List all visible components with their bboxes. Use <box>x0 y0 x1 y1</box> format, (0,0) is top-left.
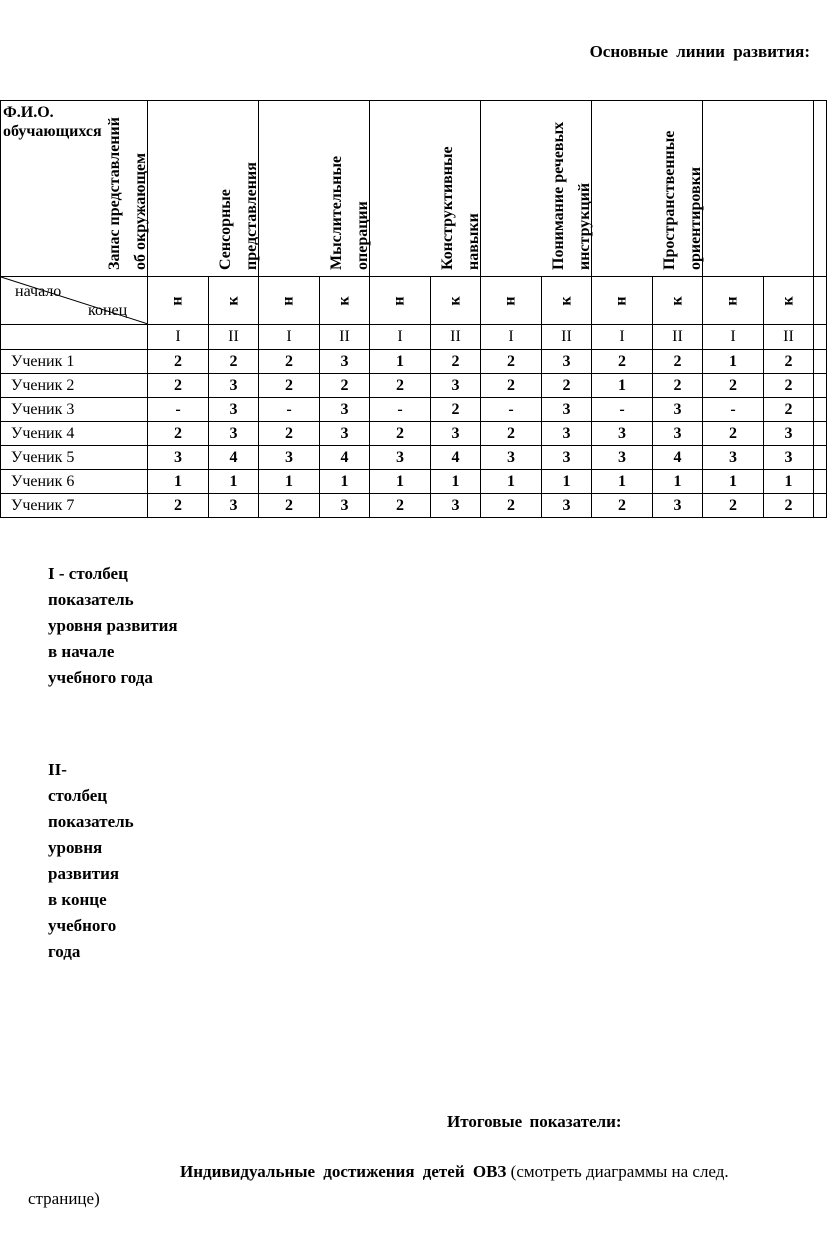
student-name: Ученик 7 <box>1 494 148 518</box>
k-text: к <box>668 295 686 306</box>
score-cell: 3 <box>703 446 764 470</box>
k-text: к <box>224 295 242 306</box>
category-label: Мыслительные операции <box>328 155 371 270</box>
student-row <box>1 350 827 374</box>
score-cell: 3 <box>148 446 209 470</box>
student-row <box>1 470 827 494</box>
score-cell: 3 <box>764 446 814 470</box>
score-cell: - <box>370 398 431 422</box>
roman-2: II <box>653 325 703 350</box>
score-cell: 3 <box>320 350 370 374</box>
student-row <box>1 446 827 470</box>
score-cell: 3 <box>542 446 592 470</box>
roman-1: I <box>370 325 431 350</box>
score-cell: 1 <box>370 470 431 494</box>
empty-cell <box>814 398 827 422</box>
score-cell: 2 <box>148 422 209 446</box>
k-label <box>653 277 703 325</box>
score-cell: 1 <box>592 470 653 494</box>
score-cell: 2 <box>259 350 320 374</box>
k-label <box>320 277 370 325</box>
score-cell: 2 <box>481 494 542 518</box>
score-cell: 2 <box>542 374 592 398</box>
student-row <box>1 422 827 446</box>
score-cell: 2 <box>259 494 320 518</box>
score-cell: 4 <box>320 446 370 470</box>
score-cell: 1 <box>592 374 653 398</box>
score-cell: 3 <box>431 374 481 398</box>
score-cell: 3 <box>542 494 592 518</box>
score-cell: - <box>148 398 209 422</box>
score-cell: 3 <box>592 422 653 446</box>
k-label <box>542 277 592 325</box>
category-header <box>661 101 814 277</box>
score-cell: - <box>703 398 764 422</box>
diag-start-label: начало <box>15 283 62 300</box>
score-cell: 2 <box>148 374 209 398</box>
score-cell: 2 <box>653 350 703 374</box>
k-text: к <box>779 295 797 306</box>
header-row <box>1 101 827 277</box>
score-cell: 1 <box>481 470 542 494</box>
score-cell: 2 <box>481 374 542 398</box>
individual-note: (смотреть диаграммы на след. странице) <box>28 1162 729 1208</box>
score-cell: 3 <box>209 422 259 446</box>
score-cell: 1 <box>209 470 259 494</box>
score-cell: 2 <box>592 494 653 518</box>
totals-heading: Итоговые показатели: <box>447 1112 622 1131</box>
score-cell: 3 <box>542 398 592 422</box>
score-cell: 3 <box>209 374 259 398</box>
roman-1: I <box>481 325 542 350</box>
category-label: Конструктивные навыки <box>439 146 482 270</box>
score-cell: 1 <box>320 470 370 494</box>
n-label <box>370 277 431 325</box>
score-cell: 3 <box>653 422 703 446</box>
score-cell: 3 <box>653 398 703 422</box>
score-cell: 2 <box>370 494 431 518</box>
empty-cell <box>814 446 827 470</box>
n-text: н <box>724 295 741 306</box>
development-table <box>0 100 827 518</box>
score-cell: 2 <box>370 374 431 398</box>
score-cell: 2 <box>703 422 764 446</box>
roman-1: I <box>592 325 653 350</box>
roman-2: II <box>542 325 592 350</box>
score-cell: 1 <box>370 350 431 374</box>
score-cell: 2 <box>653 374 703 398</box>
student-name: Ученик 5 <box>1 446 148 470</box>
score-cell: 1 <box>703 350 764 374</box>
empty-cell <box>814 374 827 398</box>
score-cell: 3 <box>431 422 481 446</box>
legend-column-1: I - столбец показатель уровня развития в начале учебного года <box>48 564 178 687</box>
student-row <box>1 398 827 422</box>
score-cell: 2 <box>431 398 481 422</box>
empty-cell <box>814 494 827 518</box>
n-label <box>481 277 542 325</box>
score-cell: 2 <box>259 422 320 446</box>
score-cell: 2 <box>703 494 764 518</box>
n-label <box>148 277 209 325</box>
n-label <box>259 277 320 325</box>
k-text: к <box>446 295 464 306</box>
empty-cell <box>814 325 827 350</box>
score-cell: 2 <box>703 374 764 398</box>
category-label: Запас представлений об окружающем <box>106 117 149 270</box>
score-cell: 3 <box>259 446 320 470</box>
score-cell: - <box>592 398 653 422</box>
score-cell: - <box>259 398 320 422</box>
nk-row <box>1 277 827 325</box>
page-heading: Основные линии развития: <box>589 42 810 61</box>
k-text: к <box>557 295 575 306</box>
category-label: Понимание речевых инструкций <box>550 121 593 270</box>
diagonal-header-cell <box>1 277 148 325</box>
individual-bold-text: Индивидуальные достижения детей ОВЗ <box>180 1162 507 1181</box>
roman-2: II <box>209 325 259 350</box>
diag-end-label: конец <box>88 302 128 319</box>
score-cell: 4 <box>653 446 703 470</box>
score-cell: 2 <box>209 350 259 374</box>
n-text: н <box>280 295 297 306</box>
score-cell: 3 <box>592 446 653 470</box>
k-label <box>431 277 481 325</box>
score-cell: 3 <box>320 422 370 446</box>
score-cell: 3 <box>320 398 370 422</box>
empty-cell <box>814 422 827 446</box>
roman-row <box>1 325 827 350</box>
roman-1: I <box>703 325 764 350</box>
empty-cell <box>1 325 148 350</box>
score-cell: 2 <box>764 494 814 518</box>
score-cell: 2 <box>259 374 320 398</box>
n-text: н <box>169 295 186 306</box>
score-cell: 2 <box>320 374 370 398</box>
score-cell: 1 <box>542 470 592 494</box>
score-cell: 2 <box>148 494 209 518</box>
score-cell: 2 <box>764 350 814 374</box>
score-cell: 2 <box>431 350 481 374</box>
n-text: н <box>613 295 630 306</box>
roman-1: I <box>259 325 320 350</box>
score-cell: 2 <box>481 422 542 446</box>
roman-1: I <box>148 325 209 350</box>
score-cell: 1 <box>703 470 764 494</box>
empty-cell <box>814 277 827 325</box>
student-name: Ученик 3 <box>1 398 148 422</box>
score-cell: 3 <box>542 422 592 446</box>
score-cell: 1 <box>148 470 209 494</box>
n-text: н <box>502 295 519 306</box>
k-label <box>764 277 814 325</box>
student-name: Ученик 2 <box>1 374 148 398</box>
student-row <box>1 374 827 398</box>
empty-cell <box>814 470 827 494</box>
empty-cell <box>814 350 827 374</box>
score-cell: 2 <box>370 422 431 446</box>
student-name: Ученик 6 <box>1 470 148 494</box>
k-label <box>209 277 259 325</box>
score-cell: 1 <box>431 470 481 494</box>
k-text: к <box>335 295 353 306</box>
student-name: Ученик 1 <box>1 350 148 374</box>
score-cell: 1 <box>259 470 320 494</box>
score-cell: 1 <box>653 470 703 494</box>
score-cell: 3 <box>764 422 814 446</box>
roman-2: II <box>320 325 370 350</box>
score-cell: 3 <box>653 494 703 518</box>
student-name: Ученик 4 <box>1 422 148 446</box>
score-cell: 3 <box>370 446 431 470</box>
fio-header: Ф.И.О. обучающихся <box>1 101 148 277</box>
individual-achievements <box>28 1158 798 1212</box>
score-cell: 2 <box>592 350 653 374</box>
score-cell: 3 <box>320 494 370 518</box>
score-cell: 3 <box>542 350 592 374</box>
empty-cell <box>814 101 827 277</box>
score-cell: 3 <box>209 398 259 422</box>
n-label <box>703 277 764 325</box>
score-cell: 2 <box>764 398 814 422</box>
n-label <box>592 277 653 325</box>
category-label: Сенсорные представления <box>217 162 260 270</box>
roman-2: II <box>764 325 814 350</box>
score-cell: 1 <box>764 470 814 494</box>
n-text: н <box>391 295 408 306</box>
student-rows <box>1 350 827 518</box>
score-cell: 2 <box>481 350 542 374</box>
score-cell: 2 <box>148 350 209 374</box>
score-cell: 2 <box>764 374 814 398</box>
roman-2: II <box>431 325 481 350</box>
score-cell: 3 <box>431 494 481 518</box>
score-cell: 3 <box>481 446 542 470</box>
student-row <box>1 494 827 518</box>
score-cell: 4 <box>431 446 481 470</box>
category-label: Пространственные ориентировки <box>661 130 704 270</box>
legend-column-2: II- столбец показатель уровня развития в конце учебного года <box>48 760 134 961</box>
score-cell: 4 <box>209 446 259 470</box>
score-cell: - <box>481 398 542 422</box>
score-cell: 3 <box>209 494 259 518</box>
